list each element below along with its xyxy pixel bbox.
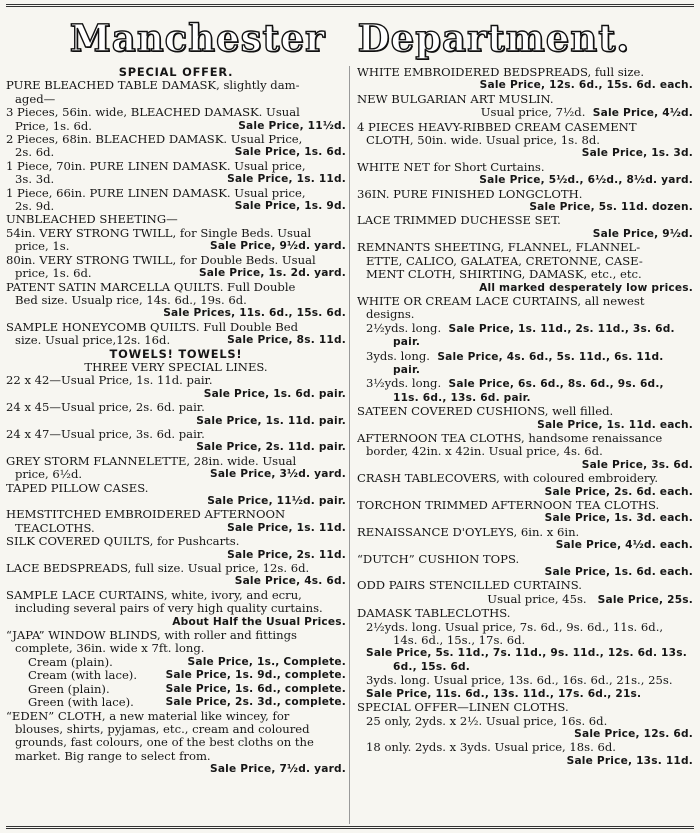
- listing-text: 24 x 45—Usual price, 2s. 6d. pair.: [6, 401, 205, 415]
- sale-price: Sale Price, 1s. 3d. each.: [544, 512, 693, 525]
- listing-text: complete, 36in. wide x 7ft. long.: [15, 642, 205, 656]
- listing-text: GREY STORM FLANNELETTE, 28in. wide. Usual: [6, 454, 297, 468]
- listing-text: market. Big range to select from.: [15, 749, 211, 763]
- sale-price: Sale Price, 1s. 11d.: [227, 173, 346, 186]
- sale-price: Sale Price, 7½d. yard.: [210, 763, 346, 776]
- listing-text: 4 PIECES HEAVY-RIBBED CREAM CASEMENT: [357, 120, 637, 134]
- listing-text: 25 only, 2yds. x 2½. Usual price, 16s. 6d.: [366, 714, 608, 728]
- listing-text: 2½yds. long.: [366, 321, 442, 335]
- listing-text: RENAISSANCE D'OYLEYS, 6in. x 6in.: [357, 525, 580, 539]
- listing-text: “JAPA” WINDOW BLINDS, with roller and fittings: [6, 629, 297, 643]
- listing-text: MENT CLOTH, SHIRTING, DAMASK, etc., etc.: [366, 268, 642, 282]
- sale-price: Sale Price, 9½d. yard.: [210, 240, 346, 253]
- listing-text: 3½yds. long.: [366, 377, 442, 391]
- sale-price: Sale Price, 1s. 6d. pair.: [203, 387, 346, 400]
- sale-price: Sale Price, 5½d., 6½d., 8½d. yard.: [479, 174, 693, 187]
- listing-text: “EDEN” CLOTH, a new material like wincey, for: [6, 709, 290, 723]
- sale-price: Sale Price, 1s. 11d., 2s. 11d., 3s. 6d.: [448, 322, 675, 335]
- sale-price: Sale Price, 1s. 6d., complete.: [165, 682, 346, 695]
- listing-text: blouses, shirts, pyjamas, etc., cream and coloured: [15, 722, 310, 736]
- sale-price: 6d., 15s. 6d.: [393, 660, 471, 673]
- listing-text: designs.: [366, 308, 415, 322]
- listing-text: WHITE NET for Short Curtains.: [357, 160, 545, 174]
- listing-text: 80in. VERY STRONG TWILL, for Double Beds. Usual: [6, 253, 316, 267]
- listing-text: “DUTCH” CUSHION TOPS.: [357, 552, 520, 566]
- listing-text: PURE BLEACHED TABLE DAMASK, slightly dam-: [6, 79, 300, 93]
- sale-price: Sale Price, 1s. 11d. each.: [537, 418, 693, 431]
- bottom-rule: [6, 826, 694, 829]
- listing-text: DAMASK TABLECLOTHS.: [357, 607, 511, 621]
- sale-price: Sale Price, 2s. 11d.: [227, 548, 346, 561]
- listing-text: TORCHON TRIMMED AFTERNOON TEA CLOTHS.: [357, 499, 660, 512]
- sale-price: Sale Price, 1s., Complete.: [187, 655, 346, 668]
- listing-text: 2 Pieces, 68in. BLEACHED DAMASK. Usual Price,: [6, 133, 303, 147]
- sale-price: Sale Price, 3½d. yard.: [210, 468, 346, 481]
- listing-text: HEMSTITCHED EMBROIDERED AFTERNOON: [6, 508, 286, 522]
- heading-towels: TOWELS! TOWELS!: [109, 347, 243, 361]
- listing-text: 14s. 6d., 15s., 17s. 6d.: [393, 634, 526, 648]
- listing-text: border, 42in. x 42in. Usual price, 4s. 6d.: [366, 445, 603, 459]
- listing-text: 2½yds. long. Usual price, 7s. 6d., 9s. 6d., 11s. 6d.,: [366, 620, 664, 634]
- sale-price: pair.: [393, 336, 421, 349]
- listing-text: price, 1s. 6d.: [15, 267, 92, 281]
- top-rule: [6, 4, 694, 7]
- sale-price: Sale Price, 5s. 11d., 7s. 11d., 9s. 11d., 12s. 6d. 13s.: [366, 647, 687, 660]
- listing-text: aged—: [15, 92, 56, 106]
- sale-price: Sale Price, 12s. 6d.: [574, 727, 693, 740]
- sale-price: Sale Price, 6s. 6d., 8s. 6d., 9s. 6d.,: [448, 378, 664, 391]
- listing-text: 3yds. long. Usual price, 13s. 6d., 16s. 6d., 21s., 25s.: [366, 674, 673, 688]
- title-word-2: Department.: [357, 16, 631, 60]
- sale-price: Sale Price, 11½d. pair.: [207, 495, 346, 507]
- listing-text: REMNANTS SHEETING, FLANNEL, FLANNEL-: [357, 241, 641, 255]
- listing-text: 18 only. 2yds. x 3yds. Usual price, 18s. 6d.: [366, 741, 616, 755]
- listing-text: 1 Piece, 66in. PURE LINEN DAMASK. Usual price,: [6, 186, 306, 200]
- listing-text: PATENT SATIN MARCELLA QUILTS. Full Double: [6, 280, 296, 294]
- sale-price: Sale Price, 11½d.: [238, 119, 346, 132]
- sale-price: Sale Price, 25s.: [597, 593, 693, 606]
- sale-price: Sale Price, 5s. 11d. dozen.: [529, 201, 693, 214]
- listing-text: WHITE EMBROIDERED BEDSPREADS, full size.: [357, 66, 645, 79]
- listing-text: UNBLEACHED SHEETING—: [6, 213, 178, 227]
- listing-text: TAPED PILLOW CASES.: [6, 481, 149, 495]
- listing-text: including several pairs of very high quality curtains.: [15, 602, 323, 616]
- sale-price: Sale Price, 1s. 6d.: [234, 146, 346, 159]
- listing-text: Cream (with lace).: [28, 669, 138, 683]
- left-column: [6, 66, 346, 777]
- sale-price: Sale Price, 2s. 11d. pair.: [196, 441, 346, 454]
- sale-price: Sale Price, 8s. 11d.: [227, 334, 346, 347]
- listing-text: CLOTH, 50in. wide. Usual price, 1s. 8d.: [366, 134, 600, 148]
- sale-price: Sale Price, 9½d.: [592, 227, 693, 240]
- listing-text: Bed size. Usualp rice, 14s. 6d., 19s. 6d.: [15, 293, 247, 307]
- sale-price: Sale Price, 4½d. each.: [555, 539, 693, 552]
- listing-text: Price, 1s. 6d.: [15, 119, 92, 133]
- listing-text: SATEEN COVERED CUSHIONS, well filled.: [357, 405, 614, 419]
- sale-price: Sale Price, 1s. 9d., complete.: [165, 669, 346, 682]
- sale-price: Sale Price, 2s. 6d. each.: [544, 485, 693, 498]
- heading-special-offer: SPECIAL OFFER.: [118, 66, 234, 79]
- sale-price: Sale Price, 12s. 6d., 15s. 6d. each.: [479, 79, 693, 92]
- listing-text: size. Usual price,12s. 16d.: [15, 334, 171, 348]
- sale-price: Sale Price, 4s. 6d., 5s. 11d., 6s. 11d.: [437, 350, 664, 363]
- listing-text: 54in. VERY STRONG TWILL, for Single Beds. Usual: [6, 226, 312, 240]
- sale-price: Sale Price, 1s. 11d. pair.: [196, 414, 346, 427]
- sale-price: Sale Price, 1s. 6d. each.: [544, 566, 693, 579]
- title-word-1: Manchester: [69, 16, 326, 60]
- listing-text: ODD PAIRS STENCILLED CURTAINS.: [357, 579, 582, 593]
- sale-price: Sale Price, 11s. 6d., 13s. 11d., 17s. 6d., 21s.: [366, 687, 642, 700]
- listing-text: AFTERNOON TEA CLOTHS, handsome renaissance: [357, 431, 663, 445]
- listing-text: 2s. 9d.: [15, 200, 55, 214]
- sale-price: Sale Price, 1s. 11d.: [227, 521, 346, 534]
- listing-text: CRASH TABLECOVERS, with coloured embroidery.: [357, 472, 659, 486]
- sale-price: Sale Price, 4s. 6d.: [234, 575, 346, 588]
- sale-price: Sale Price, 1s. 3d.: [581, 147, 693, 160]
- listing-text: Green (plain).: [28, 682, 110, 696]
- listing-text: Usual price, 45s.: [487, 592, 587, 606]
- listing-text: 3s. 3d.: [15, 173, 55, 187]
- sale-price: All marked desperately low prices.: [479, 281, 693, 294]
- sale-price: Sale Price, 4½d.: [592, 107, 693, 120]
- sale-price: 11s. 6d., 13s. 6d. pair.: [393, 391, 531, 404]
- sale-price: About Half the Usual Prices.: [172, 615, 346, 628]
- listing-text: LACE BEDSPREADS, full size. Usual price, 12s. 6d.: [6, 562, 310, 576]
- listing-text: SAMPLE HONEYCOMB QUILTS. Full Double Bed: [6, 320, 299, 334]
- listing-text: 22 x 42—Usual Price, 1s. 11d. pair.: [6, 374, 213, 388]
- listing-text: 3 Pieces, 56in. wide, BLEACHED DAMASK. Usual: [6, 106, 300, 120]
- listing-text: SPECIAL OFFER—LINEN CLOTHS.: [357, 701, 569, 715]
- listing-text: WHITE OR CREAM LACE CURTAINS, all newest: [357, 294, 645, 308]
- sale-price: pair.: [393, 363, 421, 376]
- listing-text: Usual price, 7½d.: [480, 106, 586, 120]
- listing-text: TEACLOTHS.: [15, 521, 95, 535]
- listing-text: Cream (plain).: [28, 655, 113, 669]
- listing-text: 3yds. long.: [366, 349, 430, 363]
- listing-text: 24 x 47—Usual price, 3s. 6d. pair.: [6, 427, 205, 441]
- listing-text: SILK COVERED QUILTS, for Pushcarts.: [6, 535, 240, 549]
- column-divider: [349, 66, 350, 824]
- listing-text: Green (with lace).: [28, 696, 134, 710]
- sale-price: Sale Prices, 11s. 6d., 15s. 6d.: [163, 307, 346, 320]
- listing-text: 2s. 6d.: [15, 146, 55, 160]
- subheading: THREE VERY SPECIAL LINES.: [84, 360, 268, 374]
- sale-price: Sale Price, 1s. 2d. yard.: [198, 267, 346, 280]
- sale-price: Sale Price, 2s. 3d., complete.: [165, 696, 346, 709]
- listing-text: price, 6½d.: [15, 468, 83, 482]
- listing-text: SAMPLE LACE CURTAINS, white, ivory, and ecru,: [6, 588, 302, 602]
- listing-text: NEW BULGARIAN ART MUSLIN.: [357, 92, 554, 106]
- sale-price: Sale Price, 1s. 9d.: [234, 200, 346, 213]
- listing-text: 36IN. PURE FINISHED LONGCLOTH.: [357, 187, 583, 201]
- sale-price: Sale Price, 13s. 11d.: [566, 754, 693, 767]
- listing-text: price, 1s.: [15, 240, 70, 254]
- listing-text: grounds, fast colours, one of the best cloths on the: [15, 736, 314, 750]
- listing-text: LACE TRIMMED DUCHESSE SET.: [357, 214, 561, 228]
- right-column: [357, 66, 693, 768]
- listing-text: 1 Piece, 70in. PURE LINEN DAMASK. Usual price,: [6, 159, 306, 173]
- sale-price: Sale Price, 3s. 6d.: [581, 458, 693, 471]
- listing-text: ETTE, CALICO, GALATEA, CRETONNE, CASE-: [366, 254, 643, 268]
- page-title: [0, 10, 700, 66]
